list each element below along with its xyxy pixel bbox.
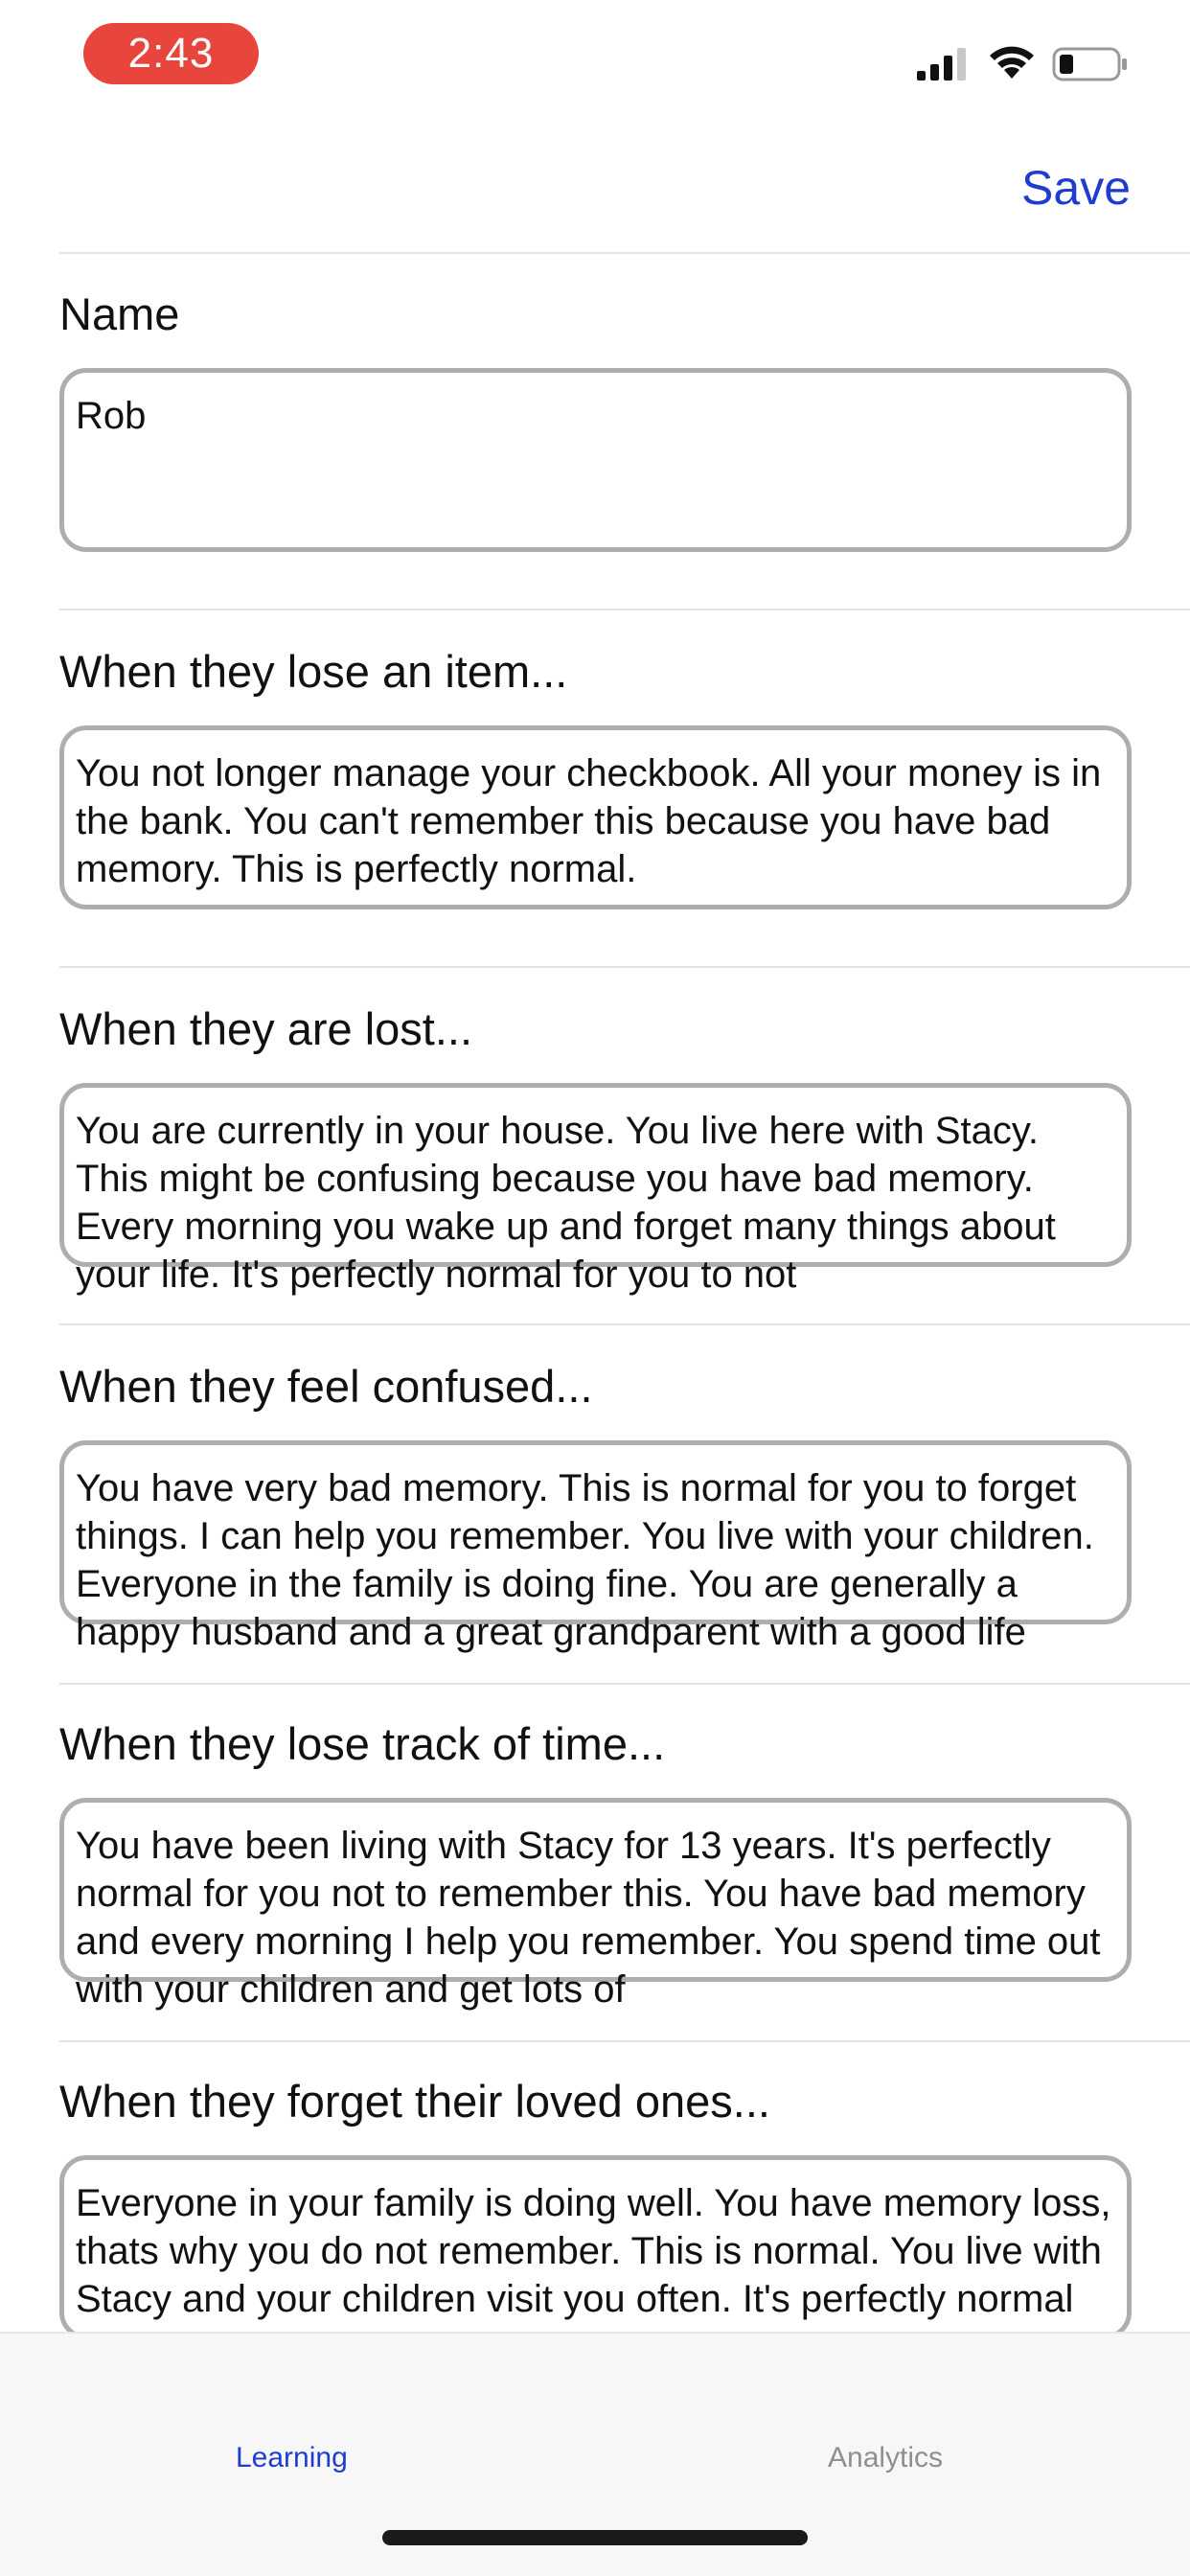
divider <box>59 1323 1190 1325</box>
are-lost-label: When they are lost... <box>59 1003 473 1054</box>
are-lost-textarea[interactable] <box>59 1083 1132 1296</box>
divider <box>59 966 1190 968</box>
divider <box>59 252 1190 254</box>
lose-time-textarea[interactable] <box>59 1798 1132 2011</box>
feel-confused-label: When they feel confused... <box>59 1361 593 1412</box>
are-lost-text: You are currently in your house. You live here with Stacy. This might be confusing because you have bad memory. Every morning you wake up and forget many things about your life. It's perfectly normal for you to not <box>76 1110 1056 1296</box>
status-time[interactable]: 2:43 <box>83 23 259 84</box>
status-bar <box>0 0 1190 115</box>
lose-time-label: When they lose track of time... <box>59 1718 666 1769</box>
lose-item-textarea[interactable] <box>59 725 1132 909</box>
lose-time-text: You have been living with Stacy for 13 years. It's perfectly normal for you not to remember this. You have bad memory and every morning I help you remember. You spend time out with your children and get lots of <box>76 1825 1101 2011</box>
lose-item-text: You not longer manage your checkbook. All your money is in the bank. You can't remember this because you have bad memory. This is perfectly normal. <box>76 752 1102 890</box>
forget-loved-ones-label: When they forget their loved ones... <box>59 2076 770 2127</box>
name-field[interactable] <box>59 368 1132 552</box>
divider <box>59 609 1190 610</box>
tab-learning[interactable]: Learning <box>236 2442 348 2473</box>
lose-item-label: When they lose an item... <box>59 646 568 697</box>
tab-analytics[interactable]: Analytics <box>828 2442 944 2473</box>
home-indicator[interactable] <box>382 2530 808 2545</box>
name-label: Name <box>59 288 180 339</box>
forget-loved-ones-textarea[interactable] <box>59 2155 1132 2339</box>
battery-icon <box>1052 46 1129 82</box>
name-field-value: Rob <box>76 395 147 437</box>
save-button[interactable]: Save <box>1021 161 1131 215</box>
forget-loved-ones-text: Everyone in your family is doing well. You have memory loss, thats why you do not remember. This is normal. You live with Stacy and your children visit you often. It's perfectly normal <box>76 2182 1111 2320</box>
signal-icon <box>917 46 969 80</box>
wifi-icon <box>987 42 1037 80</box>
divider <box>59 2040 1190 2042</box>
feel-confused-textarea[interactable] <box>59 1440 1132 1653</box>
feel-confused-text: You have very bad memory. This is normal for you to forget things. I can help you remember. You live with your children. Everyone in the family is doing fine. You are generally a happy husband and a great grandparent with a good life <box>76 1467 1094 1653</box>
divider <box>59 1683 1190 1685</box>
